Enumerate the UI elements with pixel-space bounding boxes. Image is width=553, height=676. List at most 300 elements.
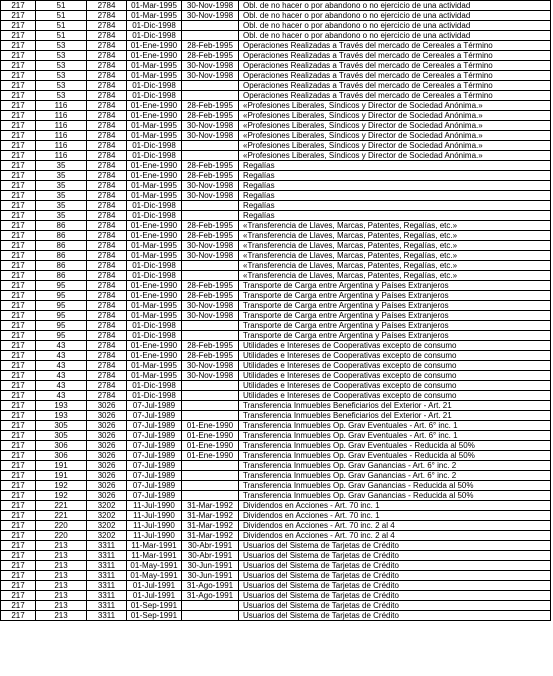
table-row [1,501,551,511]
descripcion-cell: Operaciones Realizadas a Través del mercado de Cereales a Término [239,61,551,71]
resolucion-cell: 3311 [87,551,127,561]
fecha-hasta-cell: 30-Nov-1998 [182,311,239,321]
codigo-cell: 95 [36,321,87,331]
resolucion-cell: 2784 [87,211,127,221]
descripcion-cell: Transferencia Inmuebles Beneficiarios del Exterior - Art. 21 [239,411,551,421]
impuesto-cell: 217 [1,21,36,31]
table-row [1,1,551,11]
impuesto-cell: 217 [1,361,36,371]
impuesto-cell: 217 [1,101,36,111]
resolucion-cell: 2784 [87,51,127,61]
descripcion-cell: Usuarios del Sistema de Tarjetas de Crédito [239,541,551,551]
fecha-hasta-cell: 30-Nov-1998 [182,251,239,261]
impuesto-cell: 217 [1,141,36,151]
fecha-desde-cell: 11-Jul-1990 [127,521,182,531]
fecha-desde-cell: 01-Mar-1995 [127,251,182,261]
resolucion-cell: 2784 [87,161,127,171]
table-row [1,491,551,501]
impuesto-cell: 217 [1,601,36,611]
resolucion-cell: 3026 [87,461,127,471]
table-row [1,471,551,481]
codigo-cell: 305 [36,421,87,431]
descripcion-cell: Transferencia Inmuebles Beneficiarios del Exterior - Art. 21 [239,401,551,411]
resolucion-cell: 3311 [87,601,127,611]
table-row [1,81,551,91]
descripcion-cell: «Profesiones Liberales, Síndicos y Director de Sociedad Anónima.» [239,121,551,131]
impuesto-cell: 217 [1,501,36,511]
table-row [1,591,551,601]
fecha-hasta-cell: 30-Abr-1991 [182,541,239,551]
impuesto-cell: 217 [1,81,36,91]
descripcion-cell: «Transferencia de Llaves, Marcas, Patentes, Regalías, etc.» [239,221,551,231]
fecha-desde-cell: 11-Jul-1990 [127,511,182,521]
descripcion-cell: Utilidades e Intereses de Cooperativas excepto de consumo [239,371,551,381]
fecha-desde-cell: 01-Ene-1990 [127,161,182,171]
codigo-cell: 191 [36,461,87,471]
resolucion-cell: 2784 [87,341,127,351]
codigo-cell: 220 [36,521,87,531]
fecha-hasta-cell: 30-Nov-1998 [182,1,239,11]
fecha-desde-cell: 01-Ene-1990 [127,171,182,181]
codigo-cell: 51 [36,21,87,31]
descripcion-cell: Operaciones Realizadas a Través del mercado de Cereales a Término [239,41,551,51]
resolucion-cell: 3026 [87,491,127,501]
fecha-desde-cell: 01-Ene-1990 [127,51,182,61]
fecha-desde-cell: 01-Dic-1998 [127,391,182,401]
table-row [1,341,551,351]
descripcion-cell: Transporte de Carga entre Argentina y Países Extranjeros [239,291,551,301]
fecha-hasta-cell [182,391,239,401]
descripcion-cell: «Profesiones Liberales, Síndicos y Director de Sociedad Anónima.» [239,151,551,161]
codigo-cell: 43 [36,381,87,391]
table-row [1,421,551,431]
impuesto-cell: 217 [1,91,36,101]
fecha-desde-cell: 01-Ene-1990 [127,231,182,241]
descripcion-cell: Transferencia Inmuebles Op. Grav Eventuales - Art. 6° inc. 1 [239,431,551,441]
fecha-desde-cell: 01-Mar-1995 [127,191,182,201]
resolucion-cell: 2784 [87,291,127,301]
table-row [1,221,551,231]
table-row [1,151,551,161]
resolucion-cell: 2784 [87,191,127,201]
impuesto-cell: 217 [1,311,36,321]
resolucion-cell: 3311 [87,581,127,591]
fecha-hasta-cell [182,211,239,221]
table-row [1,351,551,361]
descripcion-cell: Usuarios del Sistema de Tarjetas de Crédito [239,581,551,591]
descripcion-cell: Obl. de no hacer o por abandono o no ejercicio de una actividad [239,1,551,11]
resolucion-cell: 2784 [87,201,127,211]
descripcion-cell: Transferencia Inmuebles Op. Grav Ganancias - Art. 6° inc. 2 [239,471,551,481]
resolucion-cell: 2784 [87,321,127,331]
table-row [1,301,551,311]
table-row [1,201,551,211]
fecha-desde-cell: 07-Jul-1989 [127,491,182,501]
resolucion-cell: 3202 [87,531,127,541]
codigo-cell: 86 [36,241,87,251]
fecha-hasta-cell: 31-Ago-1991 [182,591,239,601]
table-row [1,521,551,531]
descripcion-cell: «Profesiones Liberales, Síndicos y Director de Sociedad Anónima.» [239,101,551,111]
resolucion-cell: 3311 [87,611,127,621]
resolucion-cell: 2784 [87,351,127,361]
fecha-desde-cell: 07-Jul-1989 [127,471,182,481]
codigo-cell: 220 [36,531,87,541]
table-row [1,291,551,301]
fecha-desde-cell: 01-Dic-1998 [127,31,182,41]
descripcion-cell: Regalías [239,181,551,191]
resolucion-cell: 3026 [87,411,127,421]
fecha-desde-cell: 01-Jul-1991 [127,591,182,601]
fecha-desde-cell: 01-Jul-1991 [127,581,182,591]
codigo-cell: 53 [36,71,87,81]
codigo-cell: 43 [36,361,87,371]
descripcion-cell: Transporte de Carga entre Argentina y Países Extranjeros [239,331,551,341]
fecha-hasta-cell: 31-Mar-1992 [182,521,239,531]
descripcion-cell: Utilidades e Intereses de Cooperativas excepto de consumo [239,361,551,371]
fecha-desde-cell: 07-Jul-1989 [127,431,182,441]
resolucion-cell: 2784 [87,311,127,321]
impuesto-cell: 217 [1,271,36,281]
descripcion-cell: «Transferencia de Llaves, Marcas, Patentes, Regalías, etc.» [239,261,551,271]
fecha-hasta-cell: 01-Ene-1990 [182,421,239,431]
codigo-cell: 86 [36,251,87,261]
fecha-hasta-cell [182,401,239,411]
impuesto-cell: 217 [1,51,36,61]
impuesto-cell: 217 [1,341,36,351]
impuesto-cell: 217 [1,521,36,531]
fecha-desde-cell: 01-Ene-1990 [127,41,182,51]
fecha-desde-cell: 01-Mar-1995 [127,131,182,141]
impuesto-cell: 217 [1,161,36,171]
codigo-cell: 95 [36,301,87,311]
fecha-hasta-cell: 30-Nov-1998 [182,181,239,191]
resolucion-cell: 2784 [87,251,127,261]
descripcion-cell: Utilidades e Intereses de Cooperativas excepto de consumo [239,341,551,351]
fecha-hasta-cell: 01-Ene-1990 [182,441,239,451]
fecha-desde-cell: 07-Jul-1989 [127,451,182,461]
fecha-desde-cell: 01-Ene-1990 [127,221,182,231]
descripcion-cell: Regalías [239,171,551,181]
table-row [1,271,551,281]
fecha-desde-cell: 01-Dic-1998 [127,21,182,31]
codigo-cell: 193 [36,411,87,421]
descripcion-cell: Transferencia Inmuebles Op. Grav Ganancias - Art. 6° inc. 2 [239,461,551,471]
resolucion-cell: 2784 [87,271,127,281]
codigo-cell: 53 [36,81,87,91]
fecha-desde-cell: 11-Mar-1991 [127,541,182,551]
codigo-cell: 95 [36,311,87,321]
fecha-hasta-cell: 30-Jun-1991 [182,571,239,581]
codigo-cell: 53 [36,91,87,101]
descripcion-cell: Transferencia Inmuebles Op. Grav Ganancias - Reducida al 50% [239,491,551,501]
descripcion-cell: Dividendos en Acciones - Art. 70 inc. 2 al 4 [239,531,551,541]
table-row [1,611,551,621]
table-row [1,431,551,441]
fecha-desde-cell: 01-Ene-1990 [127,281,182,291]
table-row [1,311,551,321]
fecha-desde-cell: 01-Dic-1998 [127,201,182,211]
resolucion-cell: 2784 [87,261,127,271]
descripcion-cell: «Transferencia de Llaves, Marcas, Patentes, Regalías, etc.» [239,271,551,281]
fecha-desde-cell: 01-Mar-1995 [127,311,182,321]
impuesto-cell: 217 [1,301,36,311]
table-row [1,51,551,61]
resolucion-cell: 3202 [87,511,127,521]
codigo-cell: 192 [36,481,87,491]
codigo-cell: 213 [36,551,87,561]
impuesto-cell: 217 [1,1,36,11]
impuesto-cell: 217 [1,551,36,561]
descripcion-cell: Usuarios del Sistema de Tarjetas de Crédito [239,551,551,561]
descripcion-cell: Regalías [239,211,551,221]
fecha-hasta-cell [182,491,239,501]
resolucion-cell: 2784 [87,131,127,141]
fecha-desde-cell: 01-Ene-1990 [127,291,182,301]
impuesto-cell: 217 [1,31,36,41]
fecha-hasta-cell: 30-Nov-1998 [182,301,239,311]
impuesto-cell: 217 [1,531,36,541]
fecha-desde-cell: 01-May-1991 [127,571,182,581]
table-row [1,601,551,611]
table-row [1,531,551,541]
resolucion-cell: 3202 [87,521,127,531]
fecha-desde-cell: 07-Jul-1989 [127,481,182,491]
fecha-hasta-cell: 30-Nov-1998 [182,191,239,201]
table-row [1,571,551,581]
codigo-cell: 35 [36,181,87,191]
impuesto-cell: 217 [1,191,36,201]
table-row [1,61,551,71]
resolucion-cell: 3026 [87,431,127,441]
table-row [1,91,551,101]
codigo-cell: 86 [36,261,87,271]
fecha-desde-cell: 07-Jul-1989 [127,461,182,471]
codigo-cell: 86 [36,221,87,231]
descripcion-cell: Operaciones Realizadas a Través del mercado de Cereales a Término [239,81,551,91]
impuesto-cell: 217 [1,11,36,21]
table-row [1,11,551,21]
impuesto-cell: 217 [1,511,36,521]
fecha-desde-cell: 01-Dic-1998 [127,141,182,151]
resolucion-cell: 2784 [87,101,127,111]
fecha-hasta-cell [182,21,239,31]
descripcion-cell: Dividendos en Acciones - Art. 70 inc. 2 al 4 [239,521,551,531]
impuesto-cell: 217 [1,211,36,221]
descripcion-cell: Usuarios del Sistema de Tarjetas de Crédito [239,601,551,611]
codigo-cell: 86 [36,271,87,281]
fecha-desde-cell: 01-Dic-1998 [127,381,182,391]
table-row [1,511,551,521]
fecha-desde-cell: 07-Jul-1989 [127,401,182,411]
codigo-cell: 191 [36,471,87,481]
table-body [1,1,551,621]
codigo-cell: 306 [36,451,87,461]
fecha-desde-cell: 01-Ene-1990 [127,101,182,111]
impuesto-cell: 217 [1,131,36,141]
fecha-hasta-cell [182,611,239,621]
impuesto-cell: 217 [1,561,36,571]
impuesto-cell: 217 [1,41,36,51]
fecha-hasta-cell [182,261,239,271]
fecha-desde-cell: 11-Jul-1990 [127,531,182,541]
fecha-hasta-cell: 28-Feb-1995 [182,221,239,231]
codigo-cell: 116 [36,141,87,151]
table-row [1,411,551,421]
impuesto-cell: 217 [1,111,36,121]
table-row [1,331,551,341]
codigo-cell: 213 [36,601,87,611]
resolucion-cell: 2784 [87,11,127,21]
codigo-cell: 51 [36,1,87,11]
fecha-desde-cell: 01-Dic-1998 [127,151,182,161]
codigo-cell: 221 [36,511,87,521]
table-row [1,391,551,401]
fecha-desde-cell: 01-Dic-1998 [127,211,182,221]
impuesto-cell: 217 [1,171,36,181]
codigo-cell: 95 [36,291,87,301]
table-row [1,141,551,151]
table-row [1,111,551,121]
fecha-desde-cell: 01-Dic-1998 [127,261,182,271]
descripcion-cell: Operaciones Realizadas a Través del mercado de Cereales a Término [239,51,551,61]
descripcion-cell: Transferencia Inmuebles Op. Grav Eventuales - Reducida al 50% [239,441,551,451]
descripcion-cell: Utilidades e Intereses de Cooperativas excepto de consumo [239,381,551,391]
fecha-desde-cell: 01-Ene-1990 [127,111,182,121]
fecha-desde-cell: 01-Dic-1998 [127,321,182,331]
table-row [1,561,551,571]
resolucion-cell: 2784 [87,301,127,311]
fecha-hasta-cell: 28-Feb-1995 [182,291,239,301]
impuesto-cell: 217 [1,201,36,211]
impuesto-cell: 217 [1,221,36,231]
codigo-cell: 213 [36,611,87,621]
resolucion-cell: 3026 [87,471,127,481]
fecha-hasta-cell [182,461,239,471]
fecha-desde-cell: 07-Jul-1989 [127,441,182,451]
impuesto-cell: 217 [1,611,36,621]
impuesto-cell: 217 [1,591,36,601]
table-row [1,31,551,41]
descripcion-cell: Transporte de Carga entre Argentina y Países Extranjeros [239,301,551,311]
descripcion-cell: Transporte de Carga entre Argentina y Países Extranjeros [239,311,551,321]
codigo-cell: 53 [36,61,87,71]
descripcion-cell: «Profesiones Liberales, Síndicos y Director de Sociedad Anónima.» [239,111,551,121]
descripcion-cell: Regalías [239,191,551,201]
fecha-hasta-cell [182,481,239,491]
table-row [1,101,551,111]
fecha-hasta-cell [182,271,239,281]
fecha-hasta-cell: 01-Ene-1990 [182,451,239,461]
codigo-cell: 221 [36,501,87,511]
fecha-hasta-cell: 30-Nov-1998 [182,241,239,251]
fecha-hasta-cell: 30-Nov-1998 [182,71,239,81]
table-row [1,211,551,221]
fecha-hasta-cell [182,381,239,391]
fecha-hasta-cell [182,331,239,341]
impuesto-cell: 217 [1,151,36,161]
impuesto-cell: 217 [1,441,36,451]
fecha-hasta-cell: 28-Feb-1995 [182,281,239,291]
resolucion-cell: 2784 [87,121,127,131]
resolucion-cell: 3311 [87,591,127,601]
impuesto-cell: 217 [1,541,36,551]
impuesto-cell: 217 [1,61,36,71]
impuesto-cell: 217 [1,491,36,501]
codigo-cell: 213 [36,591,87,601]
descripcion-cell: «Transferencia de Llaves, Marcas, Patentes, Regalías, etc.» [239,231,551,241]
fecha-hasta-cell: 30-Nov-1998 [182,11,239,21]
descripcion-cell: Usuarios del Sistema de Tarjetas de Crédito [239,571,551,581]
fecha-hasta-cell [182,201,239,211]
codigo-cell: 116 [36,131,87,141]
impuesto-cell: 217 [1,421,36,431]
fecha-hasta-cell: 30-Nov-1998 [182,131,239,141]
descripcion-cell: Transferencia Inmuebles Op. Grav Eventuales - Reducida al 50% [239,451,551,461]
codigo-cell: 305 [36,431,87,441]
resolucion-cell: 2784 [87,171,127,181]
fecha-desde-cell: 01-Mar-1995 [127,241,182,251]
descripcion-cell: Transporte de Carga entre Argentina y Países Extranjeros [239,281,551,291]
table-row [1,171,551,181]
resolucion-cell: 3311 [87,561,127,571]
fecha-desde-cell: 11-Mar-1991 [127,551,182,561]
impuesto-cell: 217 [1,251,36,261]
impuesto-cell: 217 [1,181,36,191]
table-row [1,121,551,131]
resolucion-cell: 2784 [87,221,127,231]
descripcion-cell: Usuarios del Sistema de Tarjetas de Crédito [239,591,551,601]
table-row [1,181,551,191]
fecha-hasta-cell [182,81,239,91]
resolucion-cell: 2784 [87,391,127,401]
table-row [1,261,551,271]
table-row [1,321,551,331]
fecha-hasta-cell: 28-Feb-1995 [182,231,239,241]
fecha-hasta-cell [182,151,239,161]
descripcion-cell: «Profesiones Liberales, Síndicos y Director de Sociedad Anónima.» [239,141,551,151]
fecha-hasta-cell: 30-Jun-1991 [182,561,239,571]
codigo-cell: 213 [36,561,87,571]
descripcion-cell: Dividendos en Acciones - Art. 70 inc. 1 [239,501,551,511]
impuesto-cell: 217 [1,321,36,331]
resolucion-cell: 2784 [87,331,127,341]
fecha-hasta-cell [182,471,239,481]
fecha-hasta-cell [182,31,239,41]
impuesto-cell: 217 [1,231,36,241]
codigo-cell: 43 [36,341,87,351]
table-row [1,541,551,551]
codigo-cell: 95 [36,331,87,341]
fecha-desde-cell: 01-Dic-1998 [127,91,182,101]
table-row [1,161,551,171]
fecha-desde-cell: 01-Mar-1995 [127,301,182,311]
fecha-desde-cell: 01-Mar-1995 [127,121,182,131]
codigo-cell: 53 [36,51,87,61]
codigo-cell: 116 [36,151,87,161]
codigo-cell: 53 [36,41,87,51]
table-row [1,451,551,461]
resolucion-cell: 2784 [87,61,127,71]
fecha-desde-cell: 01-Mar-1995 [127,1,182,11]
resolucion-cell: 2784 [87,21,127,31]
resolucion-cell: 3026 [87,421,127,431]
resolucion-cell: 3026 [87,401,127,411]
fecha-desde-cell: 07-Jul-1989 [127,421,182,431]
fecha-desde-cell: 01-Sep-1991 [127,601,182,611]
fecha-hasta-cell: 30-Abr-1991 [182,551,239,561]
descripcion-cell: Operaciones Realizadas a Través del mercado de Cereales a Término [239,91,551,101]
